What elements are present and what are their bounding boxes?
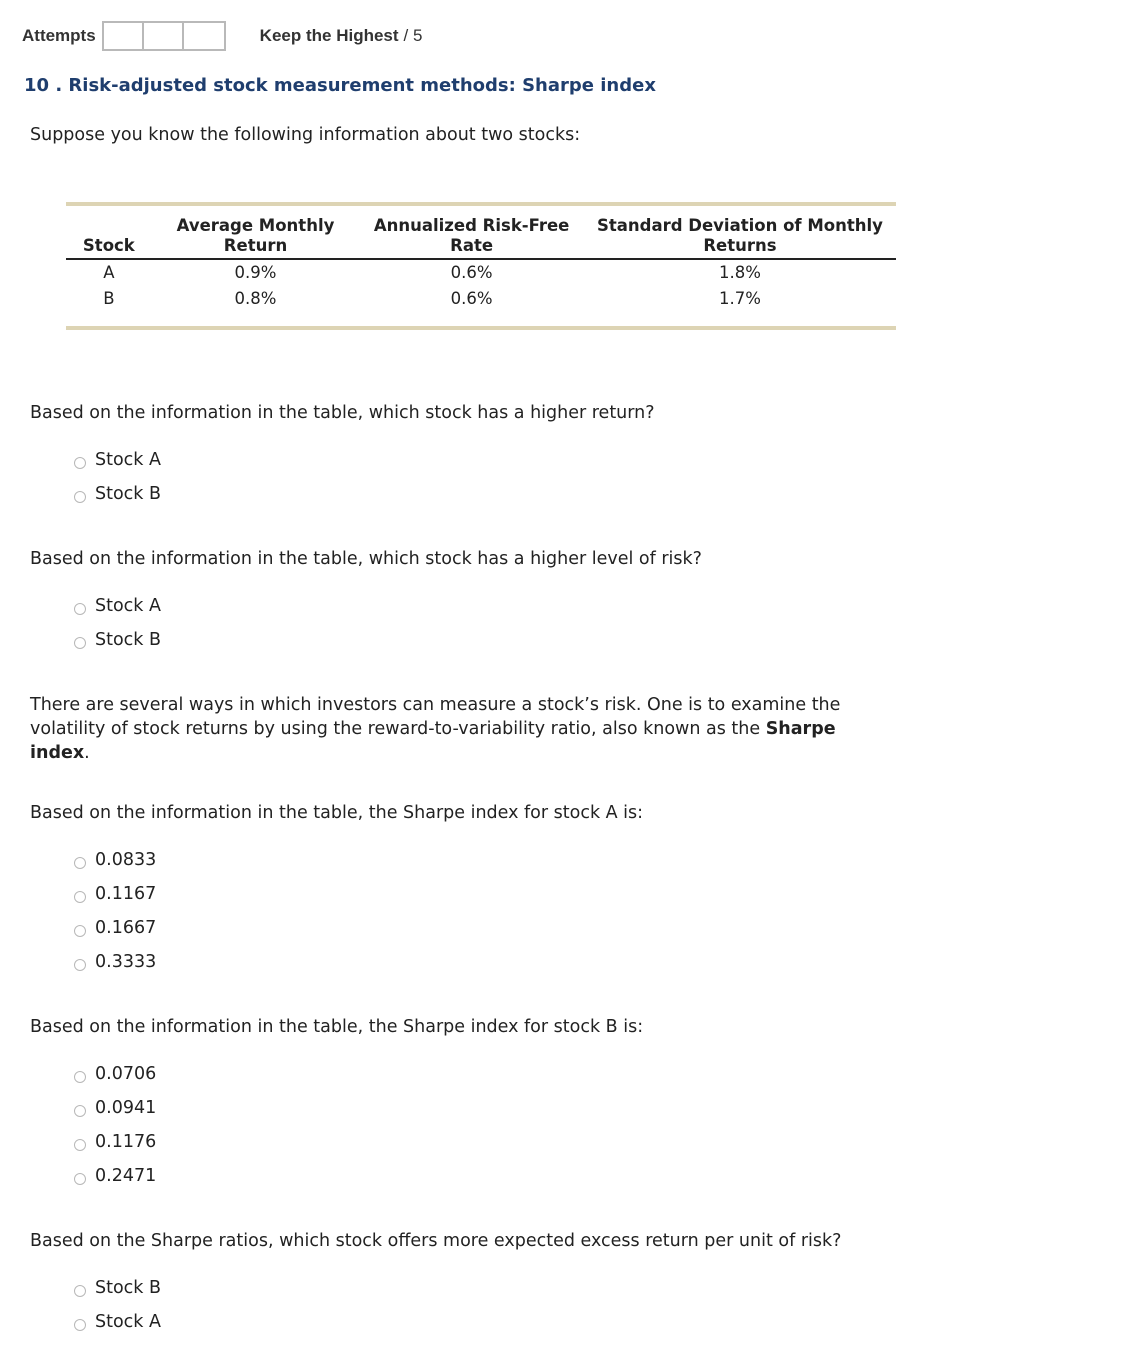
option-label: 0.0706 [95, 1064, 157, 1084]
header-stock: Stock [66, 206, 152, 259]
question-intro: Suppose you know the following information about two stocks: [30, 125, 581, 145]
radio-button[interactable] [74, 491, 86, 503]
attempt-box-3 [184, 23, 224, 49]
q4-prompt: Based on the information in the table, the Sharpe index for stock B is: [30, 1017, 644, 1037]
q5-prompt: Based on the Sharpe ratios, which stock offers more expected excess return per unit of risk? [30, 1231, 842, 1251]
q3-options [74, 843, 156, 979]
radio-button[interactable] [74, 1319, 86, 1331]
header-avg-return: Average Monthly Return [152, 206, 360, 259]
q2-prompt: Based on the information in the table, which stock has a higher level of risk? [30, 549, 702, 569]
radio-button[interactable] [74, 1105, 86, 1117]
q3-option-1[interactable] [74, 843, 156, 877]
sharpe-explanation-text: There are several ways in which investors can measure a stock’s risk. One is to examine the volatility of stock returns by using the reward-to-variability ratio, also known as the [30, 695, 841, 739]
q1-prompt: Based on the information in the table, which stock has a higher return? [30, 403, 655, 423]
cell-risk-free: 0.6% [450, 289, 493, 308]
radio-button[interactable] [74, 1139, 86, 1151]
cell-std-dev: 1.8% [718, 263, 761, 282]
q1-options [74, 443, 161, 511]
option-label: 0.1167 [95, 884, 157, 904]
table-header-row [66, 206, 896, 259]
cell-stock: A [103, 263, 115, 282]
attempt-box-1 [104, 23, 144, 49]
table-bottom-rule [66, 312, 896, 328]
option-label: 0.0833 [95, 850, 157, 870]
q5-option-stock-b[interactable] [74, 1271, 161, 1305]
q2-option-stock-a[interactable] [74, 589, 161, 623]
header-std-dev: Standard Deviation of Monthly Returns [584, 206, 896, 259]
radio-button[interactable] [74, 1285, 86, 1297]
q2-option-stock-b[interactable] [74, 623, 161, 657]
option-label: Stock A [95, 450, 161, 470]
q3-option-3[interactable] [74, 911, 156, 945]
cell-std-dev: 1.7% [718, 289, 761, 308]
attempt-box-2 [144, 23, 184, 49]
option-label: 0.0941 [95, 1098, 157, 1118]
sharpe-index-term: Sharpe index [30, 719, 836, 763]
stock-data-table [66, 202, 896, 330]
radio-button[interactable] [74, 603, 86, 615]
table-row [66, 286, 896, 312]
sharpe-explanation [30, 693, 880, 765]
option-label: 0.1667 [95, 918, 157, 938]
attempts-label: Attempts [22, 26, 96, 45]
option-label: Stock B [95, 1278, 162, 1298]
radio-button[interactable] [74, 637, 86, 649]
q4-option-3[interactable] [74, 1125, 156, 1159]
header-risk-free: Annualized Risk-Free Rate [359, 206, 584, 259]
radio-button[interactable] [74, 1173, 86, 1185]
q1-option-stock-b[interactable] [74, 477, 161, 511]
option-label: 0.2471 [95, 1166, 157, 1186]
attempt-boxes [102, 21, 226, 51]
radio-button[interactable] [74, 959, 86, 971]
option-label: Stock B [95, 484, 162, 504]
q4-option-4[interactable] [74, 1159, 156, 1193]
attempts-total: / 5 [403, 26, 423, 45]
table-row [66, 259, 896, 286]
cell-stock: B [103, 289, 115, 308]
q4-option-1[interactable] [74, 1057, 156, 1091]
attempts-bar [22, 22, 422, 50]
option-label: Stock B [95, 630, 162, 650]
q4-option-2[interactable] [74, 1091, 156, 1125]
q3-option-2[interactable] [74, 877, 156, 911]
option-label: 0.3333 [95, 952, 157, 972]
option-label: Stock A [95, 596, 161, 616]
q1-option-stock-a[interactable] [74, 443, 161, 477]
q3-prompt: Based on the information in the table, the Sharpe index for stock A is: [30, 803, 644, 823]
radio-button[interactable] [74, 857, 86, 869]
cell-avg-return: 0.9% [234, 263, 277, 282]
sharpe-explanation-end: . [84, 743, 90, 763]
keep-highest-label: Keep the Highest [259, 26, 399, 45]
q5-option-stock-a[interactable] [74, 1305, 161, 1339]
question-title: 10 . Risk-adjusted stock measurement methods: Sharpe index [24, 75, 656, 96]
cell-avg-return: 0.8% [234, 289, 277, 308]
radio-button[interactable] [74, 457, 86, 469]
q5-options [74, 1271, 161, 1339]
option-label: 0.1176 [95, 1132, 157, 1152]
option-label: Stock A [95, 1312, 161, 1332]
radio-button[interactable] [74, 925, 86, 937]
cell-risk-free: 0.6% [450, 263, 493, 282]
radio-button[interactable] [74, 1071, 86, 1083]
q4-options [74, 1057, 156, 1193]
q3-option-4[interactable] [74, 945, 156, 979]
q2-options [74, 589, 161, 657]
radio-button[interactable] [74, 891, 86, 903]
